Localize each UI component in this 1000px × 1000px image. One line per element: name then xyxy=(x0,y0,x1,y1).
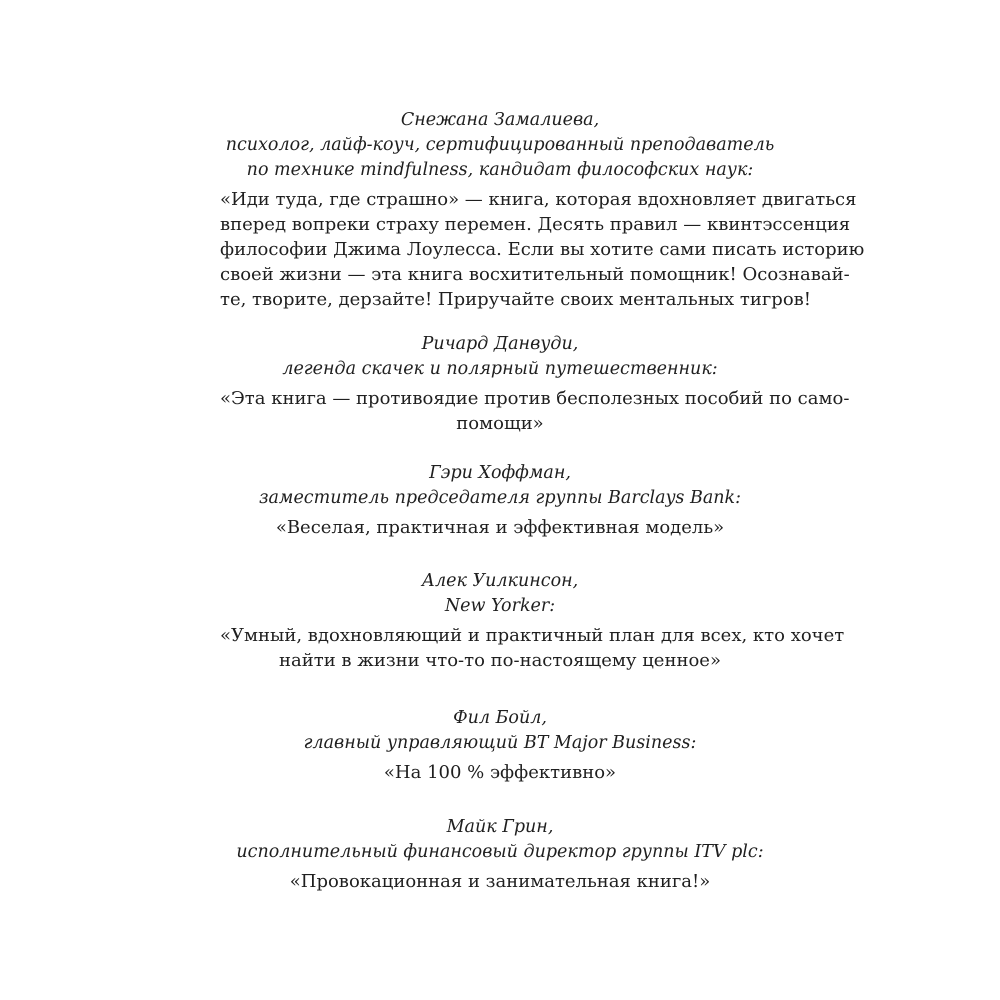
author-name: Гэри Хоффман, xyxy=(429,463,571,483)
quote-line: своей жизни — эта книга восхитительный помощник! Осознавай- xyxy=(220,264,850,285)
author-name: Снежана Замалиева, xyxy=(400,110,600,130)
author-title: по технике mindfulness, кандидат философских наук: xyxy=(246,160,754,180)
quote-line: те, творите, дерзайте! Приручайте своих ментальных тигров! xyxy=(220,289,812,310)
quote xyxy=(220,869,780,894)
attribution xyxy=(220,706,780,756)
quote-line: «Умный, вдохновляющий и практичный план для всех, кто хочет xyxy=(220,625,845,646)
quote-line: вперед вопреки страху перемен. Десять правил — квинтэссенция xyxy=(220,214,851,235)
quote-line: «На 100 % эффективно» xyxy=(383,762,617,783)
author-title: легенда скачек и полярный путешественник: xyxy=(282,359,718,379)
endorsement-wilkinson xyxy=(220,569,845,673)
author-title: New Yorker: xyxy=(444,596,556,616)
author-title: главный управляющий BT Major Business: xyxy=(303,733,697,753)
attribution xyxy=(220,815,780,865)
quote xyxy=(220,386,850,436)
endorsement-dunwoody xyxy=(220,332,850,436)
author-name: Алек Уилкинсон, xyxy=(421,571,579,591)
endorsement-green xyxy=(220,815,780,894)
endorsement-zamalieva xyxy=(220,108,865,312)
quote-line: «Иди туда, где страшно» — книга, которая вдохновляет двигаться xyxy=(220,189,857,210)
quote xyxy=(220,623,845,673)
quote-line: найти в жизни что-то по-настоящему ценное» xyxy=(279,650,721,671)
author-title: психолог, лайф-коуч, сертифицированный преподаватель xyxy=(225,135,775,155)
quote xyxy=(220,515,780,540)
attribution xyxy=(220,332,780,382)
author-title: заместитель председателя группы Barclays Bank: xyxy=(258,488,742,508)
quote-line: философии Джима Лоулесса. Если вы хотите сами писать историю xyxy=(220,239,865,260)
attribution xyxy=(220,108,780,183)
attribution xyxy=(220,461,780,511)
endorsement-boyle xyxy=(220,706,780,785)
author-title: исполнительный финансовый директор группы ITV plc: xyxy=(236,842,764,862)
quote-line: «Эта книга — противоядие против бесполезных пособий по само- xyxy=(220,388,850,409)
attribution xyxy=(220,569,780,619)
author-name: Ричард Данвуди, xyxy=(421,334,579,354)
quote xyxy=(220,187,865,312)
quote-line: помощи» xyxy=(456,413,544,434)
author-name: Фил Бойл, xyxy=(453,708,547,728)
quote xyxy=(220,760,780,785)
quote-line: «Веселая, практичная и эффективная модель» xyxy=(275,517,725,538)
quote-line: «Провокационная и занимательная книга!» xyxy=(289,871,711,892)
author-name: Майк Грин, xyxy=(446,817,554,837)
endorsement-hoffman xyxy=(220,461,780,540)
